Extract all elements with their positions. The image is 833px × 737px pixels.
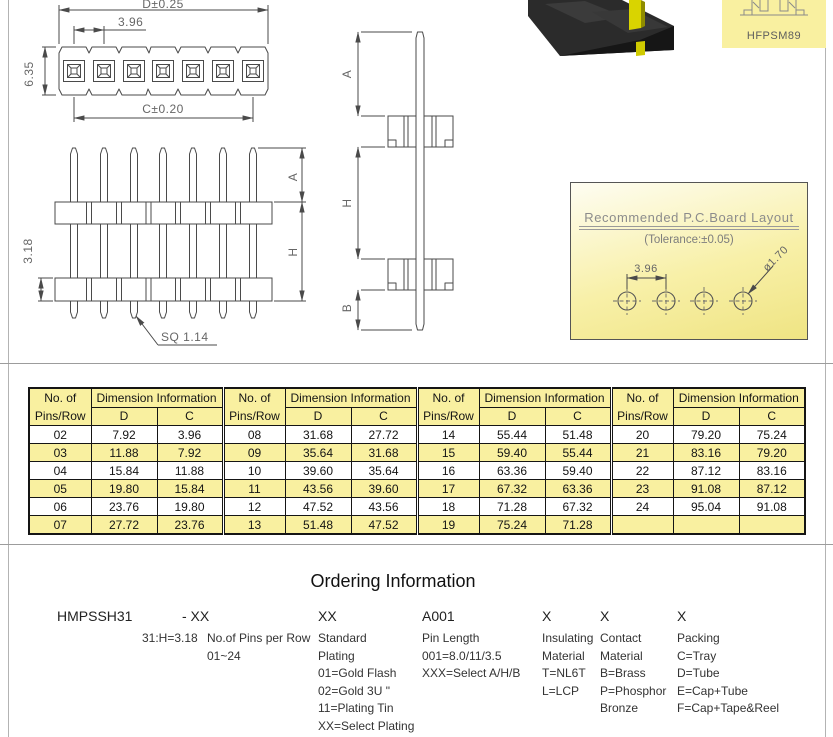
ordering-line: Material (600, 648, 643, 663)
table-row (29, 480, 805, 498)
ordering-line: P=Phosphor (600, 683, 667, 698)
dim-label-a-front: A (286, 172, 300, 182)
ordering-column (422, 608, 520, 683)
dim-cell: 83.16 (673, 444, 739, 462)
dimension-table (28, 387, 806, 535)
dim-label-pitch: 3.96 (118, 15, 144, 29)
dim-cell: 83.16 (739, 462, 805, 480)
header-cell-pins-line: No. of (626, 391, 659, 405)
dim-cell: 15.84 (157, 480, 223, 498)
dim-cell: 79.20 (739, 444, 805, 462)
header-cell-pins-line: Pins/Row (229, 409, 280, 423)
header-cell-pins (611, 388, 673, 426)
header-cell-pins (223, 388, 285, 426)
dim-cell: 43.56 (285, 480, 351, 498)
table-row (29, 426, 805, 444)
pins-cell: 10 (223, 462, 285, 480)
dim-cell: 7.92 (157, 444, 223, 462)
ordering-line: Standard (318, 631, 367, 645)
dim-cell: 67.32 (479, 480, 545, 498)
pins-cell: 02 (29, 426, 91, 444)
ordering-title: Ordering Information (310, 571, 476, 591)
pins-cell: 24 (611, 498, 673, 516)
dim-label-d: D±0.25 (142, 0, 184, 11)
ordering-line: L=LCP (542, 683, 580, 698)
ordering-code: X (600, 608, 610, 624)
dim-label-h-front: H (286, 247, 300, 257)
dim-cell: 27.72 (91, 516, 157, 535)
pins-cell: 14 (417, 426, 479, 444)
dim-cell: 75.24 (479, 516, 545, 535)
ordering-column (542, 608, 593, 700)
part-cross-section-icon (722, 0, 826, 28)
ordering-line: E=Cap+Tube (677, 683, 748, 698)
ordering-code: HMPSSH31 (57, 608, 133, 624)
dim-cell: 87.12 (739, 480, 805, 498)
pins-cell: 20 (611, 426, 673, 444)
pins-cell: 09 (223, 444, 285, 462)
header-cell-diminfo: Dimension Information (479, 388, 611, 407)
dim-label-h-side: H (340, 198, 354, 208)
dim-cell: 51.48 (545, 426, 611, 444)
table-row (29, 516, 805, 535)
dim-label-height: 6.35 (22, 61, 36, 87)
ordering-line: Insulating (542, 631, 594, 645)
dim-cell: 47.52 (351, 516, 417, 535)
dim-cell: 35.64 (351, 462, 417, 480)
dim-cell: 23.76 (157, 516, 223, 535)
dim-cell: 55.44 (479, 426, 545, 444)
pins-cell: 17 (417, 480, 479, 498)
ordering-code: XX (318, 608, 337, 624)
table-row (29, 498, 805, 516)
header-cell-d: D (285, 407, 351, 426)
ordering-line: Packing (677, 631, 720, 645)
dim-cell: 63.36 (545, 480, 611, 498)
pcb-hole-pattern (571, 183, 807, 339)
header-cell-c: C (157, 407, 223, 426)
pins-cell: 23 (611, 480, 673, 498)
pins-cell: 19 (417, 516, 479, 535)
pins-cell: 12 (223, 498, 285, 516)
header-cell-pins-line: Pins/Row (617, 409, 668, 423)
pins-cell: 21 (611, 444, 673, 462)
dim-label-sq114: SQ 1.14 (161, 330, 209, 344)
dim-cell: 51.48 (285, 516, 351, 535)
ordering-line: T=NL6T (542, 666, 586, 680)
table-row (29, 444, 805, 462)
pins-cell: 15 (417, 444, 479, 462)
header-cell-c: C (739, 407, 805, 426)
ordering-line: 001=8.0/11/3.5 (422, 648, 502, 663)
dim-cell: 59.40 (545, 462, 611, 480)
section-divider-top (0, 363, 833, 364)
header-cell-pins-line: Pins/Row (423, 409, 474, 423)
dim-cell: 15.84 (91, 462, 157, 480)
dim-cell: 11.88 (91, 444, 157, 462)
dim-cell: 19.80 (91, 480, 157, 498)
dim-label-b-side: B (340, 303, 354, 313)
ordering-line: Contact (600, 631, 642, 645)
dim-cell: 7.92 (91, 426, 157, 444)
header-cell-pins-line: Pins/Row (34, 409, 86, 423)
pins-cell: 22 (611, 462, 673, 480)
dim-cell: 19.80 (157, 498, 223, 516)
header-cell-diminfo: Dimension Information (91, 388, 223, 407)
header-cell-d: D (673, 407, 739, 426)
pins-cell: 05 (29, 480, 91, 498)
ordering-code: A001 (422, 608, 455, 624)
ordering-line: B=Brass (600, 666, 646, 680)
pins-cell: 11 (223, 480, 285, 498)
dim-cell: 87.12 (673, 462, 739, 480)
ordering-line: 11=Plating Tin (318, 701, 394, 715)
pins-cell (611, 516, 673, 535)
dim-cell: 39.60 (285, 462, 351, 480)
dim-cell: 47.52 (285, 498, 351, 516)
pins-cell: 06 (29, 498, 91, 516)
dim-cell: 75.24 (739, 426, 805, 444)
dim-cell: 43.56 (351, 498, 417, 516)
dim-cell: 71.28 (545, 516, 611, 535)
dim-cell: 95.04 (673, 498, 739, 516)
dim-label-a-side: A (340, 69, 354, 79)
ordering-line: 01~24 (207, 648, 241, 663)
header-cell-c: C (351, 407, 417, 426)
dim-cell: 11.88 (157, 462, 223, 480)
ordering-code: - XX (182, 608, 210, 624)
dim-cell (673, 516, 739, 535)
pins-cell: 04 (29, 462, 91, 480)
dim-cell: 35.64 (285, 444, 351, 462)
dim-cell: 3.96 (157, 426, 223, 444)
dim-cell: 91.08 (739, 498, 805, 516)
pcb-dim-hole: ø1.70 (760, 243, 791, 274)
ordering-line: XX=Select Plating (318, 718, 415, 733)
ordering-line: Plating (318, 648, 355, 663)
pins-cell: 08 (223, 426, 285, 444)
ordering-column (57, 608, 198, 648)
header-cell-diminfo: Dimension Information (285, 388, 417, 407)
header-cell-d: D (91, 407, 157, 426)
table-header-row (29, 388, 805, 407)
header-cell-diminfo: Dimension Information (673, 388, 805, 407)
header-cell-pins-line: No. of (432, 391, 465, 405)
part-number-box (722, 0, 826, 48)
dim-cell: 31.68 (351, 444, 417, 462)
dim-cell: 67.32 (545, 498, 611, 516)
table-row (29, 462, 805, 480)
dim-label-c: C±0.20 (142, 102, 184, 116)
dim-cell: 59.40 (479, 444, 545, 462)
ordering-line: D=Tube (677, 666, 720, 680)
ordering-column (318, 608, 414, 735)
header-cell-pins-line: No. of (44, 391, 77, 405)
ordering-line: 02=Gold 3U " (318, 683, 390, 698)
dim-cell: 27.72 (351, 426, 417, 444)
header-cell-d: D (479, 407, 545, 426)
dim-cell: 71.28 (479, 498, 545, 516)
ordering-line: 31:H=3.18 (142, 631, 198, 645)
dim-cell: 63.36 (479, 462, 545, 480)
header-cell-pins (29, 388, 91, 426)
ordering-line: No.of Pins per Row (207, 631, 311, 645)
ordering-line: 01=Gold Flash (318, 666, 397, 680)
ordering-line: Pin Length (422, 631, 480, 645)
dim-cell: 79.20 (673, 426, 739, 444)
ordering-column (677, 608, 779, 718)
dim-cell (739, 516, 805, 535)
pins-cell: 18 (417, 498, 479, 516)
pins-cell: 03 (29, 444, 91, 462)
dim-cell: 31.68 (285, 426, 351, 444)
pcb-dim-pitch: 3.96 (634, 263, 658, 275)
ordering-line: C=Tray (677, 648, 717, 663)
header-cell-pins (417, 388, 479, 426)
dim-cell: 91.08 (673, 480, 739, 498)
dim-label-318: 3.18 (21, 238, 35, 264)
ordering-column (182, 608, 310, 665)
dim-cell: 23.76 (91, 498, 157, 516)
ordering-line: Bronze (600, 701, 639, 715)
pcb-tolerance-note: (Tolerance:±0.05) (644, 234, 734, 246)
header-cell-c: C (545, 407, 611, 426)
dim-cell: 39.60 (351, 480, 417, 498)
header-cell-pins-line: No. of (238, 391, 271, 405)
pins-cell: 16 (417, 462, 479, 480)
pcb-layout-panel (570, 182, 808, 340)
ordering-line: XXX=Select A/H/B (422, 666, 521, 680)
ordering-line: F=Cap+Tape&Reel (677, 701, 780, 715)
part-number-label: HFPSM89 (746, 30, 802, 42)
pins-cell: 13 (223, 516, 285, 535)
ordering-line: Material (542, 648, 585, 663)
section-divider-bottom (0, 544, 833, 545)
pcb-layout-title: Recommended P.C.Board Layout (584, 210, 794, 225)
ordering-code: X (677, 608, 687, 624)
dim-cell: 55.44 (545, 444, 611, 462)
pins-cell: 07 (29, 516, 91, 535)
ordering-column (600, 608, 666, 718)
ordering-code: X (542, 608, 552, 624)
